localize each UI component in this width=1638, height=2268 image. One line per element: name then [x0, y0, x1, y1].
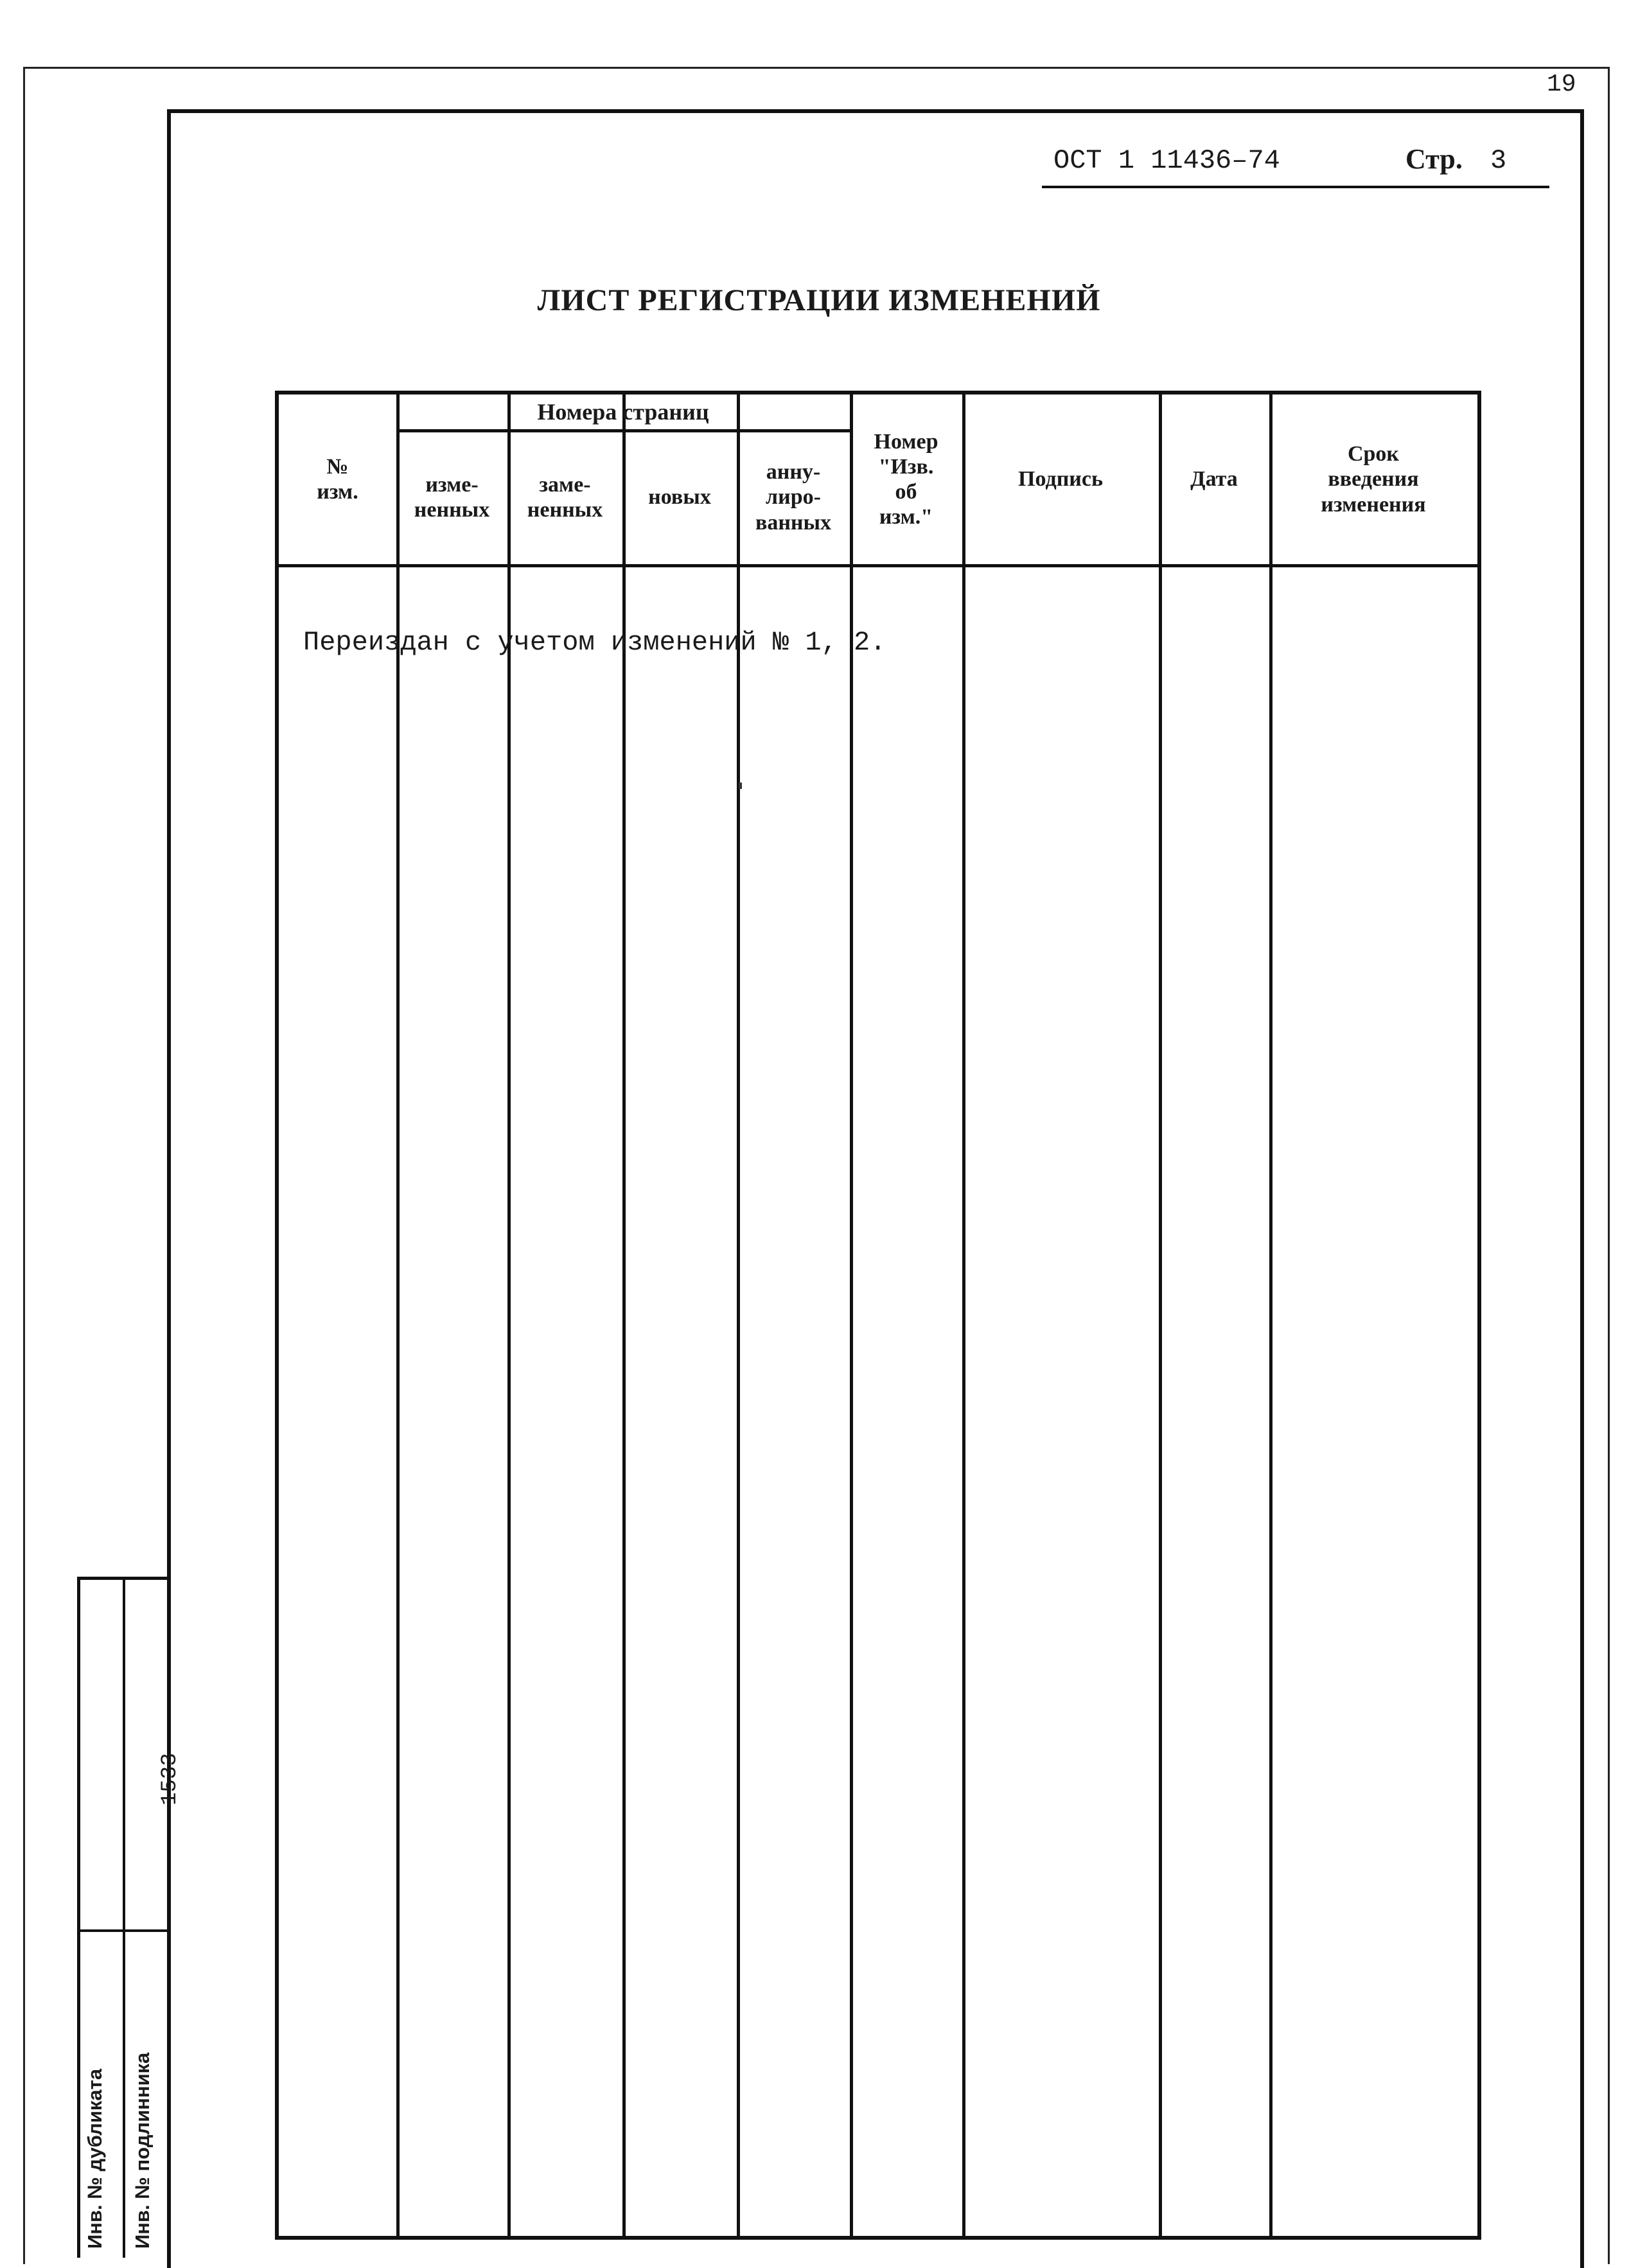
- column-divider: [622, 394, 626, 2236]
- duplicate-inventory-label: Инв. № дубликата: [84, 2068, 106, 2249]
- stamp-column-divider: [123, 1580, 125, 2258]
- header-bottom-rule: [279, 564, 1477, 567]
- header-change-number: № изм.: [317, 454, 358, 504]
- header-signature: Подпись: [1018, 467, 1103, 492]
- page-label: Стр.: [1405, 143, 1463, 175]
- page-title: ЛИСТ РЕГИСТРАЦИИ ИЗМЕНЕНИЙ: [537, 283, 1101, 317]
- header-notice-number: Номер "Изв. об изм.": [874, 429, 938, 529]
- header-new-pages: новых: [648, 485, 711, 509]
- column-divider: [1269, 394, 1273, 2236]
- header-annulled-pages: анну- лиро- ванных: [755, 460, 832, 535]
- scan-speck: [739, 783, 742, 789]
- reissue-note: Переиздан с учетом изменений № 1, 2.: [303, 627, 886, 658]
- original-inventory-label: Инв. № подлинника: [131, 2052, 154, 2249]
- column-divider: [850, 394, 853, 2236]
- header-date: Дата: [1190, 467, 1238, 492]
- column-divider: [962, 394, 965, 2236]
- sheet-number: 19: [1547, 71, 1576, 98]
- header-implementation-deadline: Срок введения изменения: [1321, 442, 1426, 517]
- document-code: ОСТ 1 11436–74: [1053, 145, 1280, 176]
- original-inventory-number: 1533: [158, 1753, 182, 1805]
- column-divider: [507, 394, 511, 2236]
- header-replaced-pages: заме- ненных: [527, 472, 603, 522]
- header-changed-pages: изме- ненных: [414, 472, 490, 522]
- column-divider: [737, 394, 740, 2236]
- column-divider: [1159, 394, 1162, 2236]
- column-divider: [396, 394, 400, 2236]
- header-page-numbers: Номера страниц: [537, 399, 709, 425]
- change-registration-table: [275, 391, 1481, 2240]
- page-number: 3: [1490, 145, 1507, 176]
- stamp-row-divider: [80, 1929, 167, 1932]
- header-underline: [1042, 186, 1549, 188]
